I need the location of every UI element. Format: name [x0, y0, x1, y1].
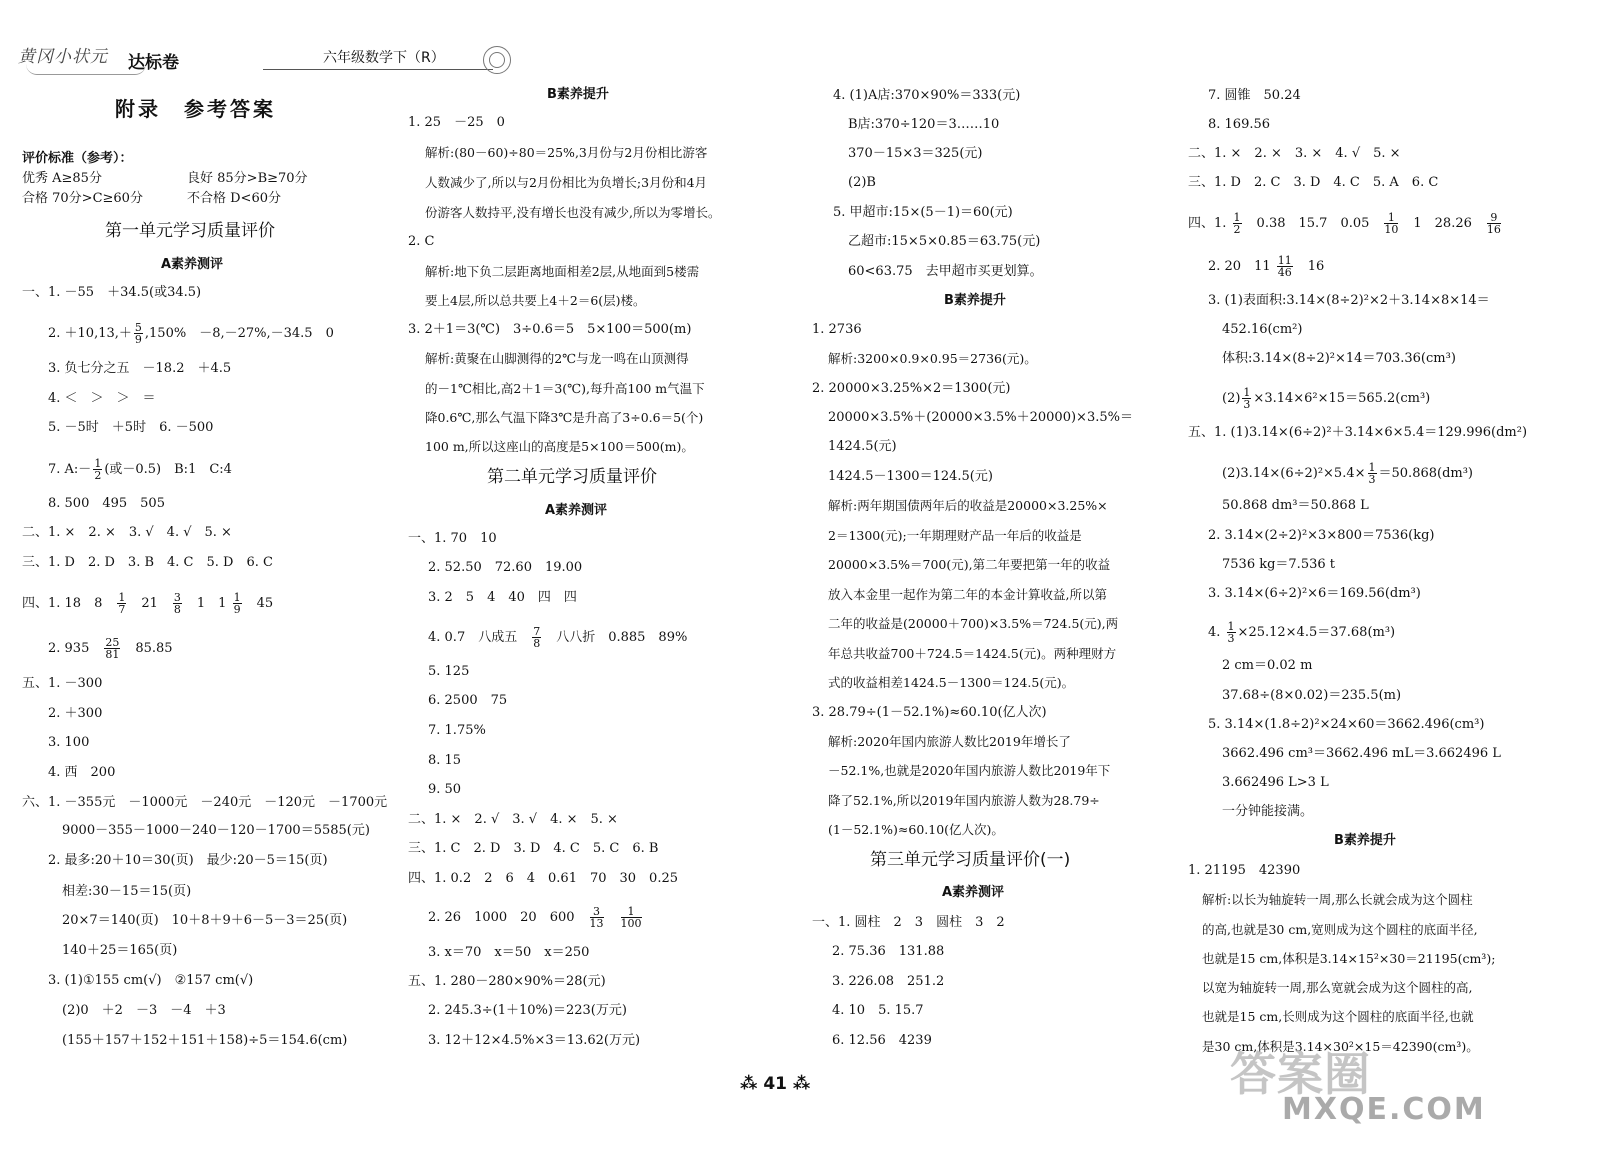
col1-line: 3. 负七分之五 －18.2 ＋4.5 — [48, 361, 232, 376]
col3-line: 2＝1300(元);一年期理财产品一年后的收益是 — [828, 528, 1082, 543]
col1-line: 一、1. －55 ＋34.5(或34.5) — [22, 285, 202, 300]
col2-line: 2. 26 1000 20 600 $\frac{3}{13}$ $\frac{1}{100}$ — [428, 905, 642, 930]
col4-line: 7. 圆锥 50.24 — [1208, 88, 1301, 103]
col4-line: 一分钟能接满。 — [1222, 804, 1314, 819]
col3-line: 乙超市:15×5×0.85＝63.75(元) — [848, 234, 1041, 249]
col1-line: 四、1. 18 8 $\frac{1}{7}$ 21 $\frac{3}{8}$ 1 1 $\frac{1}{9}$ 45 — [22, 591, 274, 616]
fraction: $\frac{1}{3}$ — [1227, 620, 1235, 645]
col3-line: 1. 2736 — [812, 322, 862, 337]
col2-line: 五、1. 280－280×90%＝28(元) — [408, 974, 606, 989]
col1-line: 2. 935 $\frac{25}{81}$ 85.85 — [48, 636, 173, 661]
col1-line: (2)0 ＋2 －3 －4 ＋3 — [62, 1003, 226, 1018]
grade-label: 六年级数学下（R） — [323, 50, 445, 66]
col1-line: 五、1. －300 — [22, 676, 103, 691]
col1-line: 良好 85分>B≥70分 — [187, 171, 308, 186]
col2-line: 100 m,所以这座山的高度是5×100＝500(m)。 — [425, 439, 694, 454]
col4-line: 的高,也就是30 cm,宽则成为这个圆柱的底面半径, — [1202, 922, 1478, 937]
col3-line: 20000×3.5%＋(20000×3.5%＋20000)×3.5%＝ — [828, 410, 1133, 425]
col1-line: (155＋157＋152＋151＋158)÷5＝154.6(cm) — [62, 1033, 348, 1048]
col1-line: 相差:30－15＝15(页) — [62, 884, 192, 899]
col3-line: 1424.5(元) — [828, 439, 897, 454]
col4-line: 452.16(cm²) — [1222, 322, 1303, 337]
col1-line: 2. ＋10,13,＋ $\frac{5}{9}$ ,150% －8,－27%,－34.5 0 — [48, 321, 334, 346]
col1-line: 不合格 D<60分 — [187, 191, 281, 206]
col1-line: 7. A:－ $\frac{1}{2}$ (或－0.5) B:1 C:4 — [48, 457, 232, 482]
col3-line: 2. 20000×3.25%×2＝1300(元) — [812, 381, 1011, 396]
col1-line: 2. 最多:20＋10＝30(页) 最少:20－5＝15(页) — [48, 853, 328, 868]
fraction: $\frac{25}{81}$ — [105, 636, 120, 661]
col2-line: 第二单元学习质量评价 — [487, 467, 657, 487]
col3-line: 年总共收益700＋724.5＝1424.5(元)。两种理财方 — [828, 646, 1117, 661]
col1-line: 20×7＝140(页) 10＋8＋9＋6－5－3＝25(页) — [62, 913, 348, 928]
fraction: $\frac{1}{7}$ — [118, 591, 126, 616]
col4-line: 也就是15 cm,长则成为这个圆柱的底面半径,也就 — [1202, 1009, 1474, 1024]
col4-line: (2) $\frac{1}{3}$ ×3.14×6²×15＝565.2(cm³) — [1222, 386, 1431, 411]
col4-line: 体积:3.14×(8÷2)²×14＝703.36(cm³) — [1222, 351, 1456, 366]
fraction: $\frac{1}{100}$ — [620, 905, 642, 930]
col3-line: 一、1. 圆柱 2 3 圆柱 3 2 — [812, 915, 1005, 930]
col3-line: 解析:3200×0.9×0.95＝2736(元)。 — [828, 351, 1037, 366]
col2-line: 解析:黄聚在山脚测得的2℃与龙一鸣在山顶测得 — [425, 351, 689, 366]
col3-line: 370－15×3＝325(元) — [848, 146, 983, 161]
col3-line: －52.1%,也就是2020年国内旅游人数比2019年下 — [828, 763, 1111, 778]
col2-line: 2. 52.50 72.60 19.00 — [428, 560, 583, 575]
col4-line: 3662.496 cm³＝3662.496 mL＝3.662496 L — [1222, 746, 1501, 761]
col2-line: 7. 1.75% — [428, 723, 486, 738]
col3-line: 解析:2020年国内旅游人数比2019年增长了 — [828, 734, 1071, 749]
col2-line: 要上4层,所以总共要上4＋2＝6(层)楼。 — [425, 293, 646, 308]
fraction: $\frac{9}{16}$ — [1486, 211, 1501, 236]
col4-line: 解析:以长为轴旋转一周,那么长就会成为这个圆柱 — [1202, 892, 1473, 907]
col4-line: 37.68÷(8×0.02)＝235.5(m) — [1222, 688, 1402, 703]
col3-line: B素养提升 — [944, 293, 1006, 308]
col2-line: B素养提升 — [547, 87, 609, 102]
page-number — [740, 1074, 810, 1094]
col3-line: 6. 12.56 4239 — [832, 1033, 932, 1048]
col4-line: 2. 20 11 $\frac{11}{46}$ 16 — [1208, 254, 1325, 279]
col2-line: 一、1. 70 10 — [408, 531, 497, 546]
col4-line: 2 cm＝0.02 m — [1222, 658, 1313, 673]
fraction: $\frac{1}{2}$ — [1233, 211, 1241, 236]
fraction: $\frac{11}{46}$ — [1277, 254, 1292, 279]
col2-line: 三、1. C 2. D 3. D 4. C 5. C 6. B — [408, 841, 659, 856]
col3-line: 20000×3.5%＝700(元),第二年要把第一年的收益 — [828, 557, 1111, 572]
col4-line: (2)3.14×(6÷2)²×5.4× $\frac{1}{3}$ ＝50.868(dm³) — [1222, 461, 1474, 486]
fraction: $\frac{7}{8}$ — [533, 625, 541, 650]
page-number-ornament-left: ⁂ — [740, 1074, 764, 1094]
col3-line: 解析:两年期国债两年后的收益是20000×3.25%× — [828, 498, 1108, 513]
col2-line: 的－1℃相比,高2＋1＝3(℃),每升高100 m气温下 — [425, 381, 705, 396]
fraction: $\frac{1}{2}$ — [94, 457, 102, 482]
col4-line: 4. $\frac{1}{3}$ ×25.12×4.5＝37.68(m³) — [1208, 620, 1396, 645]
page-number-ornament-right: ⁂ — [786, 1074, 811, 1094]
col2-line: 3. 2 5 4 40 四 四 — [428, 590, 577, 605]
col1-line: 优秀 A≥85分 — [22, 171, 102, 186]
col2-line: 2. C — [408, 234, 435, 249]
page-header — [18, 42, 508, 82]
col3-line: 3. 226.08 251.2 — [832, 974, 945, 989]
fraction: $\frac{3}{13}$ — [589, 905, 604, 930]
col3-line: 2. 75.36 131.88 — [832, 944, 945, 959]
col1-line: 六、1. －355元 －1000元 －240元 －120元 －1700元 — [22, 795, 388, 810]
swirl-ornament-inner — [489, 52, 505, 68]
col1-line: 合格 70分>C≥60分 — [22, 191, 143, 206]
col4-line: 3. (1)表面积:3.14×(8÷2)²×2＋3.14×8×14＝ — [1208, 293, 1490, 308]
publisher-logo: 黄冈小状元 — [18, 47, 108, 67]
series-brand: 达标卷 — [128, 53, 179, 73]
col3-line: 3. 28.79÷(1－52.1%)≈60.10(亿人次) — [812, 705, 1047, 720]
header-rule — [263, 69, 493, 70]
col3-line: 放入本金里一起作为第二年的本金计算收益,所以第 — [828, 587, 1107, 602]
col3-line: 式的收益相差1424.5－1300＝124.5(元)。 — [828, 675, 1075, 690]
col1-line: 9000－355－1000－240－120－1700＝5585(元) — [62, 823, 370, 838]
col1-line: A素养测评 — [161, 257, 224, 272]
col4-line: 1. 21195 42390 — [1188, 863, 1301, 878]
col2-line: 解析:(80－60)÷80＝25%,3月份与2月份相比游客 — [425, 145, 708, 160]
col3-line: 降了52.1%,所以2019年国内旅游人数为28.79÷ — [828, 793, 1100, 808]
col4-line: 四、1. $\frac{1}{2}$ 0.38 15.7 0.05 $\frac{1}{10}$ 1 28.26 $\frac{9}{16}$ — [1188, 211, 1501, 236]
col1-line: 140＋25＝165(页) — [62, 943, 178, 958]
col1-line: 3. 100 — [48, 735, 90, 750]
col3-line: 60<63.75 去甲超市买更划算。 — [848, 264, 1043, 279]
col4-line: 三、1. D 2. C 3. D 4. C 5. A 6. C — [1188, 175, 1439, 190]
col1-line: 8. 500 495 505 — [48, 496, 165, 511]
col4-line: 二、1. × 2. × 3. × 4. √ 5. × — [1188, 146, 1401, 161]
col2-line: 2. 245.3÷(1＋10%)＝223(万元) — [428, 1003, 627, 1018]
watermark-url: MXQE.COM — [1282, 1092, 1486, 1127]
col4-line: 5. 3.14×(1.8÷2)²×24×60＝3662.496(cm³) — [1208, 717, 1485, 732]
col4-line: 五、1. (1)3.14×(6÷2)²＋3.14×6×5.4＝129.996(dm²) — [1188, 425, 1528, 440]
col1-line: 评价标准（参考）： — [22, 151, 133, 166]
col2-line: 4. 0.7 八成五 $\frac{7}{8}$ 八八折 0.885 89% — [428, 625, 688, 650]
col2-line: 二、1. × 2. √ 3. √ 4. × 5. × — [408, 812, 618, 827]
col2-line: 解析:地下负二层距离地面相差2层,从地面到5楼需 — [425, 264, 700, 279]
col4-line: 3.662496 L>3 L — [1222, 775, 1329, 790]
col1-line: 2. ＋300 — [48, 706, 103, 721]
col2-line: 6. 2500 75 — [428, 693, 508, 708]
col4-line: B素养提升 — [1334, 833, 1396, 848]
col4-line: 也就是15 cm,体积是3.14×15²×30＝21195(cm³); — [1202, 951, 1496, 966]
col2-line: 份游客人数持平,没有增长也没有减少,所以为零增长。 — [425, 205, 721, 220]
col3-line: 1424.5－1300＝124.5(元) — [828, 469, 993, 484]
watermark-logo: 答案圈 — [1230, 1047, 1371, 1101]
col1-line: 4. ＜ ＞ ＞ ＝ — [48, 391, 156, 406]
col1-line: 三、1. D 2. D 3. B 4. C 5. D 6. C — [22, 555, 273, 570]
col4-line: 7536 kg＝7.536 t — [1222, 557, 1335, 572]
fraction: $\frac{1}{9}$ — [233, 591, 241, 616]
col2-line: 人数减少了,所以与2月份相比为负增长;3月份和4月 — [425, 175, 708, 190]
col1-line: 第一单元学习质量评价 — [105, 221, 275, 241]
col3-line: 4. (1)A店:370×90%＝333(元) — [833, 88, 1021, 103]
col2-line: A素养测评 — [545, 503, 608, 518]
col3-line: B店:370÷120＝3……10 — [848, 117, 1000, 132]
col4-line: 是30 cm,体积是3.14×30²×15＝42390(cm³)。 — [1202, 1039, 1479, 1054]
fraction: $\frac{3}{8}$ — [173, 591, 181, 616]
col2-line: 1. 25 －25 0 — [408, 115, 505, 130]
col3-line: 第三单元学习质量评价(一) — [870, 850, 1071, 870]
col4-line: 3. 3.14×(6÷2)²×6＝169.56(dm³) — [1208, 586, 1421, 601]
col1-line: 4. 西 200 — [48, 765, 116, 780]
col4-line: 50.868 dm³＝50.868 L — [1222, 498, 1369, 513]
col4-line: 2. 3.14×(2÷2)²×3×800＝7536(kg) — [1208, 528, 1435, 543]
col2-line: 8. 15 — [428, 753, 462, 768]
col3-line: (2)B — [848, 175, 876, 190]
col2-line: 9. 50 — [428, 782, 462, 797]
col1-line: 附录 参考答案 — [115, 97, 276, 121]
col2-line: 5. 125 — [428, 664, 470, 679]
col1-line: 5. －5时 ＋5时 6. －500 — [48, 420, 214, 435]
col3-line: 5. 甲超市:15×(5－1)＝60(元) — [833, 205, 1013, 220]
col2-line: 3. 12＋12×4.5%×3＝13.62(万元) — [428, 1033, 641, 1048]
fraction: $\frac{1}{10}$ — [1384, 211, 1399, 236]
fraction: $\frac{1}{3}$ — [1368, 461, 1376, 486]
col4-line: 8. 169.56 — [1208, 117, 1271, 132]
col2-line: 3. 2＋1＝3(℃) 3÷0.6＝5 5×100＝500(m) — [408, 322, 692, 337]
fraction: $\frac{1}{3}$ — [1243, 386, 1251, 411]
col3-line: A素养测评 — [942, 885, 1005, 900]
col4-line: 以宽为轴旋转一周,那么宽就会成为这个圆柱的高, — [1202, 980, 1473, 995]
fraction: $\frac{5}{9}$ — [134, 321, 142, 346]
col2-line: 四、1. 0.2 2 6 4 0.61 70 30 0.25 — [408, 871, 678, 886]
col3-line: (1－52.1%)≈60.10(亿人次)。 — [828, 822, 1004, 837]
col2-line: 降0.6℃,那么气温下降3℃是升高了3÷0.6＝5(个) — [425, 410, 704, 425]
col3-line: 4. 10 5. 15.7 — [832, 1003, 924, 1018]
col3-line: 二年的收益是(20000＋700)×3.5%＝724.5(元),两 — [828, 616, 1119, 631]
col1-line: 3. (1)①155 cm(√) ②157 cm(√) — [48, 973, 254, 988]
col2-line: 3. x＝70 x＝50 x＝250 — [428, 945, 590, 960]
col1-line: 二、1. × 2. × 3. √ 4. √ 5. × — [22, 525, 232, 540]
page-number-value: 41 — [763, 1074, 787, 1094]
